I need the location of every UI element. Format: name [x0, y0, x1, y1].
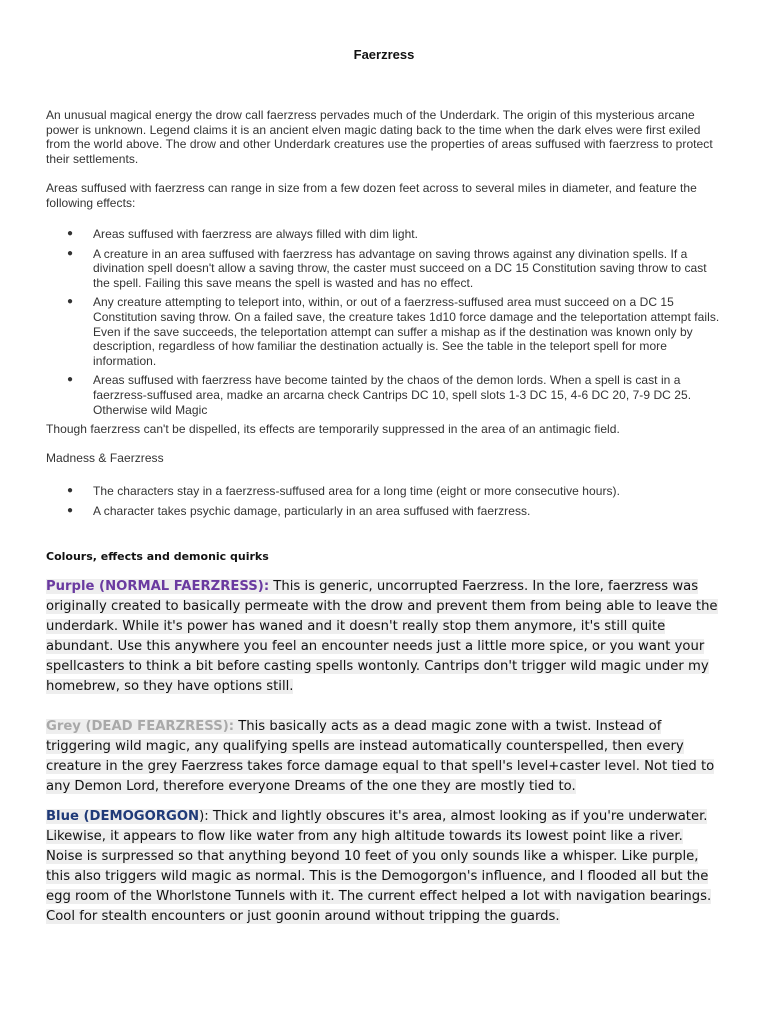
effects-list [46, 227, 726, 422]
quirk-text-purple: This is generic, uncorrupted Faerzress. In the lore, faerzress was originally created to basically permeate with the drow and prevent them from being able to leave the underdark. While it's power has waned and it doesn't really stop them anymore, it's still quite abundant. Use this anywhere you feel an encounter needs just a little more spice, or you want your spellcasters to think a bit before casting spells wontonly. Cantrips don't trigger wild magic under my homebrew, so they have options still. [46, 579, 718, 694]
quirk-text-grey: This basically acts as a dead magic zone with a twist. Instead of triggering wild magic, any qualifying spells are instead automatically counterspelled, then every creature in the grey Faerzress takes force damage equal to that spell's level+caster level. Not tied to any Demon Lord, therefore everyone Dreams of the one they are mostly tied to. [46, 719, 715, 794]
quirk-label-blue-close: ) [199, 809, 205, 824]
areas-paragraph: Areas suffused with faerzress can range in size from a few dozen feet across to several miles in diameter, and feature the following effects: [46, 181, 697, 210]
quirk-label-purple: Purple (NORMAL FAERZRESS): [46, 579, 270, 594]
list-item-text: A character takes psychic damage, particularly in an area suffused with faerzress. [93, 503, 531, 518]
list-item [46, 247, 726, 291]
bullet-icon: ● [67, 296, 74, 308]
bullet-icon: ● [67, 228, 74, 239]
bullet-icon: ● [67, 247, 74, 259]
list-item-text: Any creature attempting to teleport into, within, or out of a faerzress-suffused area must succeed on a DC 15 Constitution saving throw. On a failed save, the creature takes 1d10 force damage and the teleportation attempt fails. Even if the save succeeds, the teleportation attempt can suffer a mishap as if the destination was known only by description, regardless of how familiar the destination actually is. See the table in the teleport spell for more information. [93, 295, 720, 368]
list-item-text: The characters stay in a faerzress-suffused area for a long time (eight or more consecutive hours). [93, 484, 620, 498]
quirk-blue [46, 807, 722, 927]
list-item [46, 504, 726, 519]
list-item [46, 295, 726, 368]
list-item [46, 484, 726, 499]
bullet-icon: ● [67, 485, 74, 496]
list-item [46, 227, 726, 242]
colours-heading: Colours, effects and demonic quirks [46, 550, 269, 563]
quirk-grey [46, 717, 722, 797]
quirk-purple [46, 577, 722, 697]
bullet-icon: ● [67, 374, 74, 386]
bullet-icon: ● [67, 504, 74, 516]
quirk-label-blue: Blue (DEMOGORGON [46, 809, 200, 824]
page-title: Faerzress [353, 47, 415, 62]
madness-heading: Madness & Faerzress [46, 451, 164, 465]
quirk-text-blue: : Thick and lightly obscures it's area, almost looking as if you're underwater. Likewise, it appears to flow like water from any high altitude towards its lowest point like a river. Noise is surpressed so that anything beyond 10 feet of you only sounds like a whisper. Like purple, this also triggers wild magic as normal. This is the Demogorgon's influence, and I flooded all but the egg room of the Whorlstone Tunnels with it. The current effect helped a lot with navigation bearings. Cool for stealth encounters or just goonin around without tripping the guards. [46, 809, 712, 924]
list-item [46, 373, 726, 417]
quirk-label-grey: Grey (DEAD FEARZRESS): [46, 719, 234, 734]
madness-list [46, 484, 726, 523]
intro-paragraph: An unusual magical energy the drow call faerzress pervades much of the Underdark. The origin of this mysterious arcane power is unknown. Legend claims it is an ancient elven magic dating back to the time when the dark elves were first exiled from the world above. The drow and other Underdark creatures use the properties of areas suffused with faerzress to protect their settlements. [46, 108, 713, 166]
list-item-text: A creature in an area suffused with faerzress has advantage on saving throws against any divination spells. If a divination spell doesn't allow a saving throw, the caster must succeed on a DC 15 Constitution saving throw to cast the spell. Failing this save means the spell is wasted and has no effect. [93, 246, 707, 290]
list-item-text: Areas suffused with faerzress are always filled with dim light. [93, 227, 419, 241]
dispel-paragraph: Though faerzress can't be dispelled, its effects are temporarily suppressed in the area of an antimagic field. [46, 422, 620, 436]
list-item-text: Areas suffused with faerzress have become tainted by the chaos of the demon lords. When a spell is cast in a faerzress-suffused area, madke an arcarna check Cantrips DC 10, spell slots 1-3 DC 15, 4-6 DC 20, 7-9 DC 25. Otherwise wild Magic [93, 373, 692, 417]
